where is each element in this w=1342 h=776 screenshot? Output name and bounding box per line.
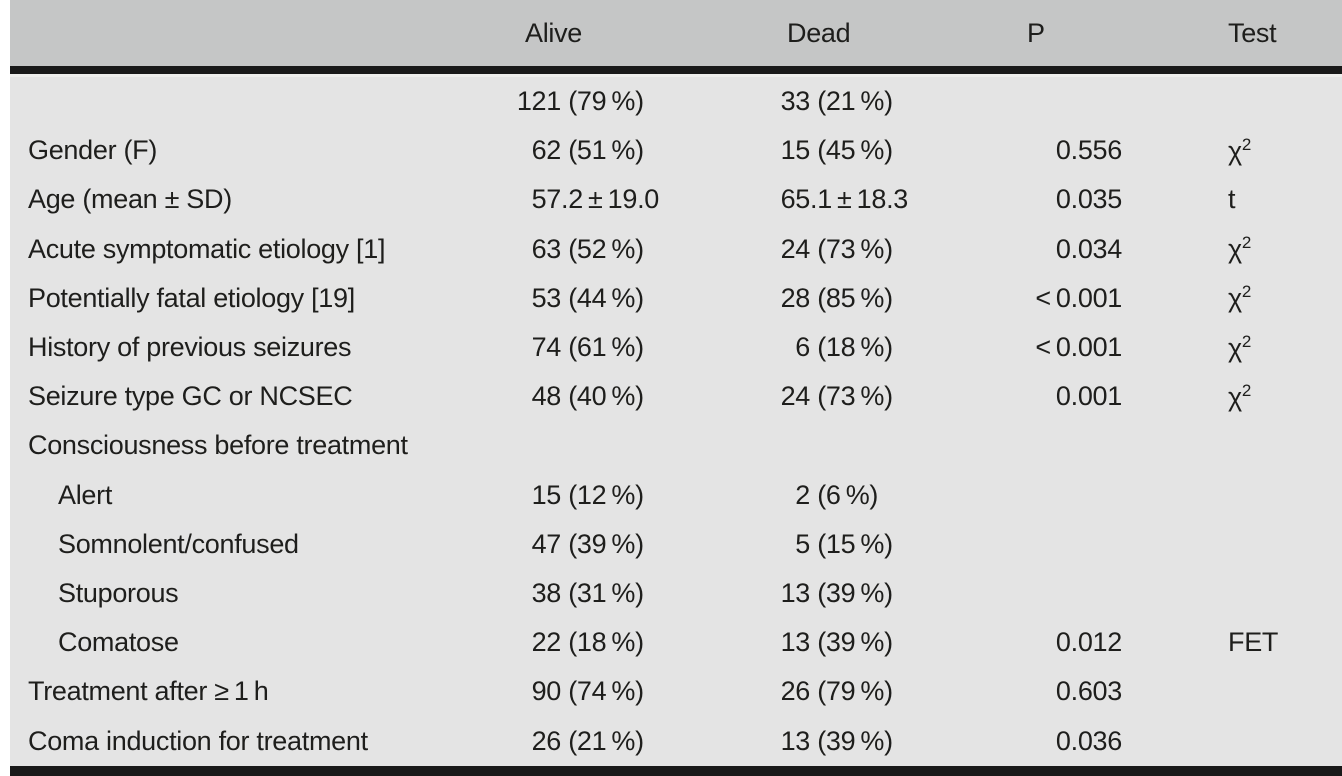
alive-rest: (51 %) (561, 135, 644, 166)
alive-value (500, 283, 750, 314)
alive-value (500, 676, 750, 707)
alive-rest: (52 %) (561, 233, 644, 264)
alive-int: 15 (531, 479, 561, 510)
dead-rest: (21 %) (810, 86, 893, 117)
dead-value (750, 627, 1020, 658)
test-value: $\chi^2$ (1228, 233, 1252, 265)
dead-value (750, 184, 1020, 215)
alive-value (500, 184, 750, 215)
p-value: < 0.001 (1035, 332, 1122, 363)
dead-value (750, 332, 1020, 363)
test-value: t (1228, 184, 1236, 215)
dead-rest: (6 %) (810, 479, 879, 510)
alive-value (500, 332, 750, 363)
alive-int: 57 (531, 184, 561, 215)
p-value: 0.001 (1055, 381, 1122, 412)
dead-int: 26 (780, 676, 810, 707)
alive-value (500, 726, 750, 757)
p-value: 0.603 (1055, 676, 1122, 707)
dead-value (750, 480, 1020, 511)
row-label: Acute symptomatic etiology [1] (28, 233, 386, 264)
row-label: Consciousness before treatment (28, 430, 408, 461)
p-value: 0.034 (1055, 233, 1122, 264)
alive-value (500, 529, 750, 560)
dead-int: 13 (780, 577, 810, 608)
table-row (10, 421, 1342, 470)
alive-int: 26 (531, 725, 561, 756)
alive-rest: (39 %) (561, 528, 644, 559)
alive-int: 121 (516, 86, 561, 117)
dead-rest: (85 %) (810, 282, 893, 313)
dead-int: 15 (780, 135, 810, 166)
alive-int: 53 (531, 282, 561, 313)
dead-value (750, 283, 1020, 314)
alive-int: 74 (531, 332, 561, 363)
alive-rest: (44 %) (561, 282, 644, 313)
table-row (10, 471, 1342, 520)
alive-int: 47 (531, 528, 561, 559)
dead-int: 6 (795, 332, 810, 363)
alive-value (500, 381, 750, 412)
alive-value (500, 135, 750, 166)
dead-rest: (79 %) (810, 676, 893, 707)
col-header-dead: Dead (787, 17, 851, 48)
alive-int: 62 (531, 135, 561, 166)
dead-rest: (45 %) (810, 135, 893, 166)
test-value: $\chi^2$ (1228, 134, 1252, 166)
dead-rest: (15 %) (810, 528, 893, 559)
table-header-row (10, 0, 1342, 66)
test-value: FET (1228, 627, 1279, 658)
table-row (10, 372, 1342, 421)
dead-rest: (39 %) (810, 577, 893, 608)
dead-int: 33 (780, 86, 810, 117)
row-label: Gender (F) (28, 135, 158, 166)
alive-rest: (40 %) (561, 381, 644, 412)
alive-rest: (79 %) (561, 86, 644, 117)
dead-int: 24 (780, 381, 810, 412)
alive-int: 48 (531, 381, 561, 412)
alive-value (500, 627, 750, 658)
test-value: $\chi^2$ (1228, 380, 1252, 412)
alive-rest: (31 %) (561, 577, 644, 608)
dead-int: 2 (795, 479, 810, 510)
row-label: Somnolent/confused (58, 528, 299, 559)
dead-int: 28 (780, 282, 810, 313)
alive-value (500, 578, 750, 609)
dead-int: 13 (780, 627, 810, 658)
row-label: Seizure type GC or NCSEC (28, 381, 353, 412)
row-label: Alert (58, 479, 113, 510)
alive-int: 90 (531, 676, 561, 707)
table-row (10, 323, 1342, 372)
dead-value (750, 578, 1020, 609)
dead-rest: (18 %) (810, 332, 893, 363)
col-header-alive: Alive (525, 17, 583, 48)
p-value: < 0.001 (1035, 282, 1122, 313)
p-value: 0.035 (1055, 184, 1122, 215)
alive-rest: (74 %) (561, 676, 644, 707)
col-header-test: Test (1228, 17, 1277, 48)
table-row (10, 716, 1342, 765)
dead-int: 5 (795, 528, 810, 559)
table-row (10, 126, 1342, 175)
row-label: History of previous seizures (28, 332, 352, 363)
alive-int: 22 (531, 627, 561, 658)
dead-rest: (73 %) (810, 233, 893, 264)
dead-value (750, 234, 1020, 265)
row-label: Potentially fatal etiology [19] (28, 282, 355, 313)
test-value: $\chi^2$ (1228, 331, 1252, 363)
dead-int: 65 (780, 184, 810, 215)
dead-rest: (39 %) (810, 725, 893, 756)
table-row (10, 569, 1342, 618)
dead-value (750, 726, 1020, 757)
alive-rest: .2 ± 19.0 (561, 184, 659, 215)
row-label: Age (mean ± SD) (28, 184, 232, 215)
alive-rest: (18 %) (561, 627, 644, 658)
row-label: Treatment after ≥ 1 h (28, 676, 269, 707)
alive-rest: (21 %) (561, 725, 644, 756)
alive-rest: (12 %) (561, 479, 644, 510)
table-body (10, 74, 1342, 766)
alive-value (500, 86, 750, 117)
alive-int: 38 (531, 577, 561, 608)
row-label: Comatose (58, 627, 179, 658)
row-label: Stuporous (58, 577, 179, 608)
col-header-p: P (1027, 17, 1045, 48)
alive-rest: (61 %) (561, 332, 644, 363)
dead-value (750, 529, 1020, 560)
dead-rest: .1 ± 18.3 (810, 184, 908, 215)
header-divider-rule (10, 66, 1342, 74)
dead-value (750, 381, 1020, 412)
alive-int: 63 (531, 233, 561, 264)
alive-value (500, 234, 750, 265)
dead-rest: (39 %) (810, 627, 893, 658)
table-row (10, 274, 1342, 323)
table-row (10, 77, 1342, 126)
outcome-statistics-table (10, 0, 1342, 776)
table-row (10, 667, 1342, 716)
dead-int: 24 (780, 233, 810, 264)
test-value: $\chi^2$ (1228, 282, 1252, 314)
dead-value (750, 86, 1020, 117)
table-bottom-rule (10, 766, 1342, 776)
p-value: 0.556 (1055, 135, 1122, 166)
dead-value (750, 135, 1020, 166)
dead-int: 13 (780, 725, 810, 756)
row-label: Coma induction for treatment (28, 725, 368, 756)
p-value: 0.012 (1055, 627, 1122, 658)
table-row (10, 618, 1342, 667)
dead-rest: (73 %) (810, 381, 893, 412)
alive-value (500, 480, 750, 511)
p-value: 0.036 (1055, 725, 1122, 756)
table-row (10, 520, 1342, 569)
table-row (10, 175, 1342, 224)
table-row (10, 225, 1342, 274)
dead-value (750, 676, 1020, 707)
